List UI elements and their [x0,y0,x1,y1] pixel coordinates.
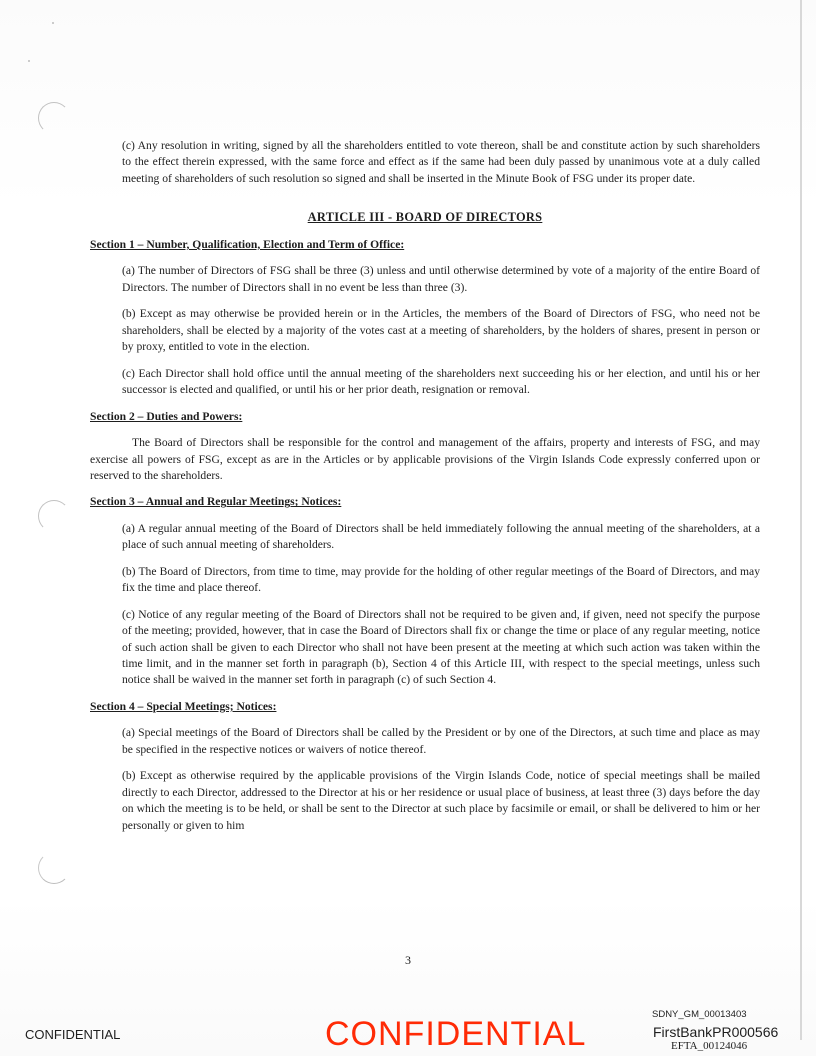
scan-speck [52,22,54,24]
section-2-heading: Section 2 – Duties and Powers: [90,409,243,423]
section-4-paragraph-a: (a) Special meetings of the Board of Directors shall be called by the President or by one of the Directors, at such time and place as may be specified in the respective notices or waivers of notice thereof. [122,726,760,756]
efta-number: EFTA_00124046 [671,1040,748,1052]
section-1-heading: Section 1 – Number, Qualification, Election and Term of Office: [90,237,405,251]
page-number: 3 [405,953,411,967]
section-1-paragraph-b: (b) Except as may otherwise be provided herein or in the Articles, the members of the Board of Directors of FSG, who need not be shareholders, shall be elected by a majority of the votes cast at a meeting of shareholders, by the holders of shares, present in person or by proxy, entitled to vote in the election. [122,307,760,354]
scan-edge-line [800,0,802,1040]
section-1-paragraph-a: (a) The number of Directors of FSG shall be three (3) unless and until otherwise determined by vote of a majority of the entire Board of Directors. The number of Directors shall in no event be less than three (3). [122,264,760,294]
article-title: ARTICLE III - BOARD OF DIRECTORS [307,210,543,225]
scan-speck [28,60,30,62]
section-3-paragraph-c: (c) Notice of any regular meeting of the Board of Directors shall not be required to be given and, if given, need not specify the purpose of the meeting; provided, however, that in case the Board of Directors shall fix or change the time or place of any regular meeting, notice of such action shall be given to each Director who shall not have been present at the meeting at which such action was taken within the time limit, and in the manner set forth in paragraph (b), Section 4 of this Article III, with respect to the special meetings, unless such notice shall be waived in the manner set forth in paragraph (c) of such Section 4. [122,607,760,687]
section-2-paragraph: The Board of Directors shall be responsible for the control and management of the affairs, property and interests of FSG, and may exercise all powers of FSG, except as are in the Articles or by applicable provisions of the Virgin Islands Code expressly conferred upon or reserved to the shareholders. [90,436,760,482]
intro-paragraph: (c) Any resolution in writing, signed by all the shareholders entitled to vote thereon, shall be and constitute action by such shareholders to the effect therein expressed, with the same force and effect as if the same had been duly passed by unanimous vote at a duly called meeting of shareholders of such resolution so signed and shall be inserted in the Minute Book of FSG under its proper date. [122,139,760,185]
section-1-paragraph-c: (c) Each Director shall hold office until the annual meeting of the shareholders next succeeding his or her election, and until his or her successor is elected and qualified, or until his or her prior death, resignation or removal. [122,366,760,397]
bates-number-firstbank: FirstBankPR000566 [653,1024,779,1040]
binder-hole-mark [38,102,70,134]
section-3-paragraph-b: (b) The Board of Directors, from time to time, may provide for the holding of other regular meetings of the Board of Directors, and may fix the time and place thereof. [122,564,760,595]
confidential-label: CONFIDENTIAL [25,1027,121,1042]
binder-hole-mark [38,500,70,532]
binder-hole-mark [38,852,70,884]
section-3-paragraph-a: (a) A regular annual meeting of the Board of Directors shall be held immediately following the annual meeting of the shareholders, at a place of such annual meeting of shareholders. [122,521,760,552]
section-4-heading: Section 4 – Special Meetings; Notices: [90,699,277,713]
confidential-watermark: CONFIDENTIAL [325,1015,587,1053]
section-4-paragraph-b: (b) Except as otherwise required by the applicable provisions of the Virgin Islands Code, notice of special meetings shall be mailed directly to each Director, addressed to the Director at his or her residence or usual place of business, at least three (3) days before the day on which the meeting is to be held, or shall be sent to the Director at such place by facsimile or email, or shall be delivered to him or her personally or given to him [122,769,760,832]
document-body [90,138,760,844]
section-3-heading: Section 3 – Annual and Regular Meetings; Notices: [90,495,342,509]
bates-number-sdny: SDNY_GM_00013403 [652,1009,747,1020]
